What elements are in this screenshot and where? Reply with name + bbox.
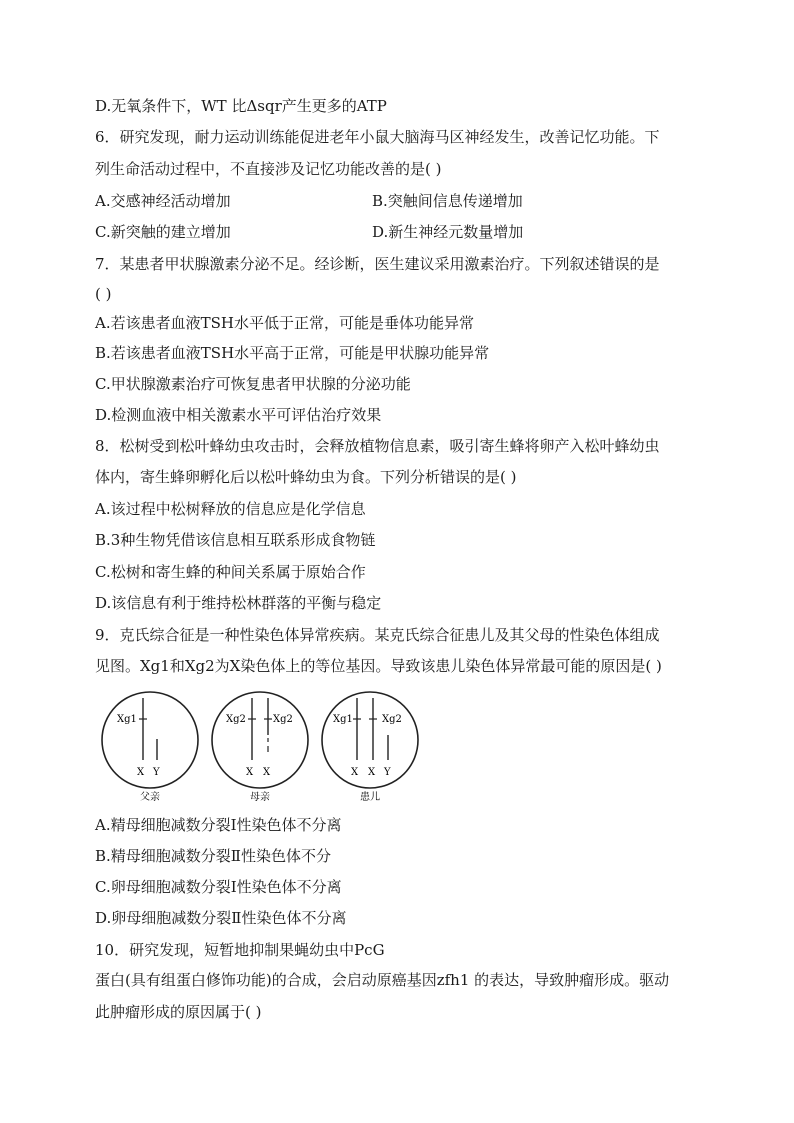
q8-stem-line1: 8．松树受到松叶蜂幼虫攻击时，会释放植物信息素，吸引寄生蜂将卵产入松叶蜂幼虫 — [95, 437, 660, 455]
mother-x1-label: X — [246, 767, 254, 778]
q9-option-a: A.精母细胞减数分裂Ⅰ性染色体不分离 — [95, 816, 342, 834]
father-y-label: Y — [153, 767, 160, 778]
mother-xg2-label-left: Xg2 — [226, 714, 246, 725]
q6-stem-line2: 列生命活动过程中，不直接涉及记忆功能改善的是( ) — [95, 160, 442, 178]
q6-option-d: D.新生神经元数量增加 — [372, 223, 524, 241]
child-xg2-label: Xg2 — [382, 714, 402, 725]
q7-option-a: A.若该患者血液TSH水平低于正常，可能是垂体功能异常 — [95, 314, 474, 332]
q9-option-d: D.卵母细胞减数分裂Ⅱ性染色体不分离 — [95, 909, 347, 927]
q6-option-b: B.突触间信息传递增加 — [372, 192, 523, 210]
mother-xg2-label-right: Xg2 — [273, 714, 293, 725]
q7-option-c: C.甲状腺激素治疗可恢复患者甲状腺的分泌功能 — [95, 375, 411, 393]
q10-stem-line1: 10．研究发现，短暂地抑制果蝇幼虫中PcG — [95, 941, 385, 959]
father-caption: 父亲 — [140, 792, 160, 803]
q6-stem-line1: 6．研究发现，耐力运动训练能促进老年小鼠大脑海马区神经发生，改善记忆功能。下 — [95, 128, 660, 146]
q8-stem-line2: 体内，寄生蜂卵孵化后以松叶蜂幼虫为食。下列分析错误的是( ) — [95, 468, 517, 486]
q7-option-d: D.检测血液中相关激素水平可评估治疗效果 — [95, 406, 382, 424]
q6-option-a: A.交感神经活动增加 — [95, 192, 231, 210]
child-caption: 患儿 — [360, 792, 380, 803]
child-x2-label: X — [368, 767, 376, 778]
q7-stem-line2: ( ) — [95, 285, 112, 303]
mother-caption: 母亲 — [250, 792, 270, 803]
child-x1-label: X — [351, 767, 359, 778]
mother-x2-label: X — [263, 767, 271, 778]
q9-stem-line1: 9．克氏综合征是一种性染色体异常疾病。某克氏综合征患儿及其父母的性染色体组成 — [95, 626, 660, 644]
child-y-label: Y — [384, 767, 391, 778]
q8-option-c: C.松树和寄生蜂的种间关系属于原始合作 — [95, 563, 366, 581]
father-xg1-label: Xg1 — [117, 714, 137, 725]
child-cell — [322, 692, 418, 788]
q9-option-b: B.精母细胞减数分裂Ⅱ性染色体不分 — [95, 847, 331, 865]
q9-option-c: C.卵母细胞减数分裂Ⅰ性染色体不分离 — [95, 878, 342, 896]
q10-stem-line3: 此肿瘤形成的原因属于( ) — [95, 1003, 262, 1021]
father-cell — [102, 692, 198, 788]
father-x-label: X — [137, 767, 145, 778]
q7-option-b: B.若该患者血液TSH水平高于正常，可能是甲状腺功能异常 — [95, 344, 490, 362]
q8-option-a: A.该过程中松树释放的信息应是化学信息 — [95, 500, 366, 518]
q9-stem-line2: 见图。Xg1和Xg2为X染色体上的等位基因。导致该患儿染色体异常最可能的原因是( ) — [95, 657, 662, 675]
q5-option-d: D.无氧条件下，WT 比Δsqr产生更多的ATP — [95, 97, 387, 115]
q10-stem-line2: 蛋白(具有组蛋白修饰功能)的合成，会启动原癌基因zfh1 的表达，导致肿瘤形成。驱动 — [95, 971, 670, 989]
q8-option-d: D.该信息有利于维持松林群落的平衡与稳定 — [95, 594, 382, 612]
q7-stem-line1: 7．某患者甲状腺激素分泌不足。经诊断，医生建议采用激素治疗。下列叙述错误的是 — [95, 255, 660, 273]
q6-option-c: C.新突触的建立增加 — [95, 223, 231, 241]
sex-chromosome-figure — [95, 690, 425, 805]
child-xg1-label: Xg1 — [333, 714, 353, 725]
q8-option-b: B.3种生物凭借该信息相互联系形成食物链 — [95, 531, 376, 549]
mother-cell — [212, 692, 308, 788]
